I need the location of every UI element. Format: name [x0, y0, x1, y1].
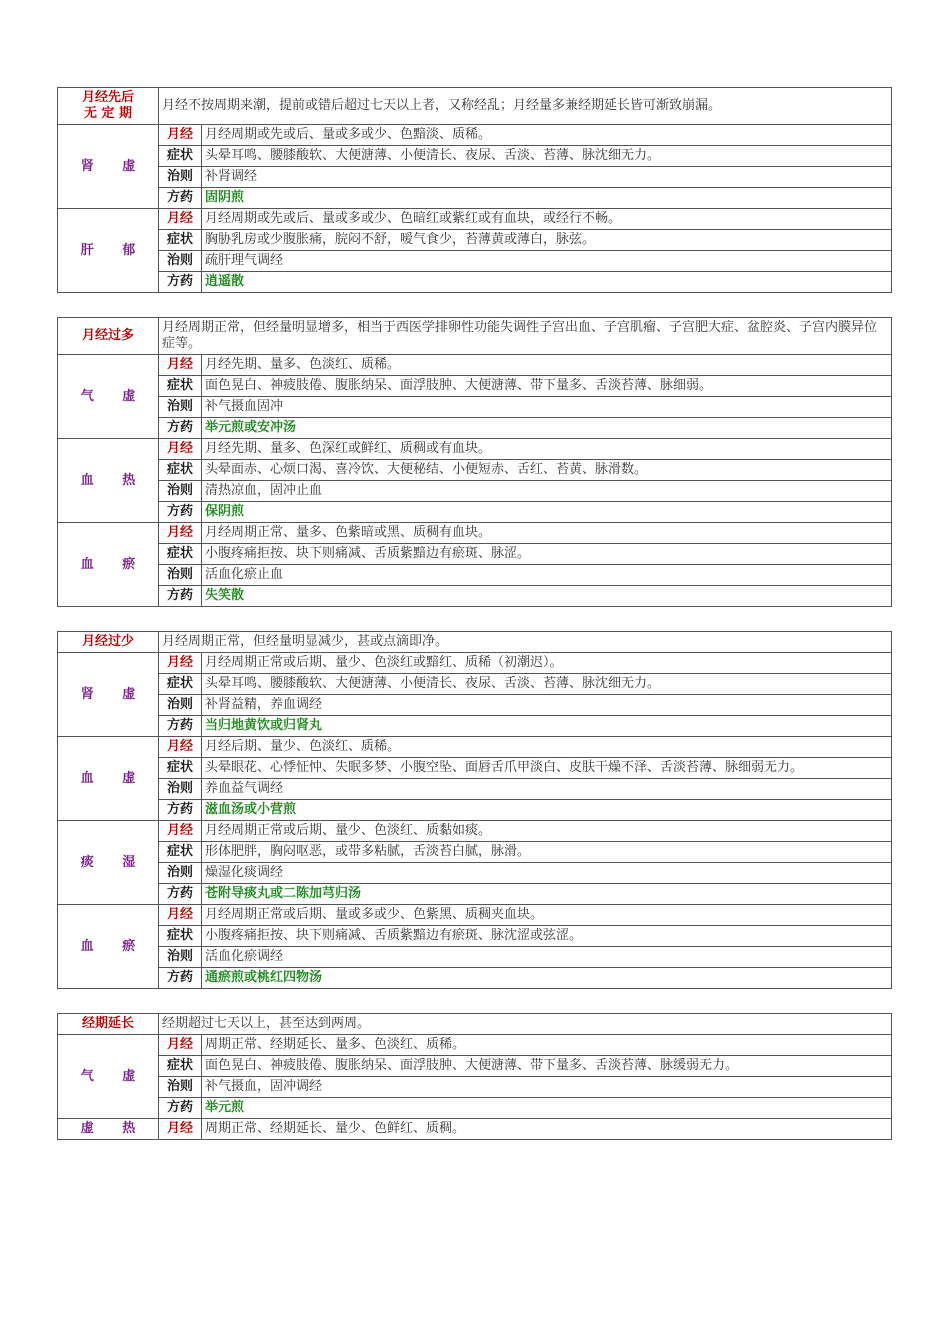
row-label: 月经	[159, 1119, 202, 1140]
row-label: 方药	[159, 272, 202, 293]
table-row	[58, 821, 892, 842]
row-label: 方药	[159, 418, 202, 439]
table-row	[58, 439, 892, 460]
row-label: 月经	[159, 653, 202, 674]
table-row	[58, 272, 892, 293]
row-label: 方药	[159, 502, 202, 523]
row-label: 症状	[159, 1056, 202, 1077]
row-label: 治则	[159, 863, 202, 884]
row-value: 头晕面赤、心烦口渴、喜冷饮、大便秘结、小便短赤、舌红、苔黄、脉滑数。	[202, 460, 892, 481]
section-title: 月经过多	[58, 318, 159, 355]
table-row	[58, 167, 892, 188]
section-title: 月经过少	[58, 632, 159, 653]
row-label: 治则	[159, 397, 202, 418]
prescription-value: 逍遥散	[202, 272, 892, 293]
syndrome-name: 痰 湿	[58, 821, 159, 905]
table-row	[58, 146, 892, 167]
table-row	[58, 125, 892, 146]
prescription-value: 失笑散	[202, 586, 892, 607]
table-row	[58, 418, 892, 439]
row-label: 症状	[159, 544, 202, 565]
prescription-value: 固阴煎	[202, 188, 892, 209]
row-label: 月经	[159, 821, 202, 842]
row-value: 周期正常、经期延长、量少、色鲜红、质稠。	[202, 1119, 892, 1140]
row-label: 月经	[159, 523, 202, 544]
table-row	[58, 376, 892, 397]
row-value: 面色晃白、神疲肢倦、腹胀纳呆、面浮肢肿、大便溏薄、带下量多、舌淡苔薄、脉缓弱无力。	[202, 1056, 892, 1077]
row-label: 症状	[159, 842, 202, 863]
prescription-value: 举元煎或安冲汤	[202, 418, 892, 439]
syndrome-name: 肾 虚	[58, 125, 159, 209]
table-row	[58, 1035, 892, 1056]
table-row	[58, 947, 892, 968]
section-table	[57, 87, 892, 293]
table-row	[58, 1077, 892, 1098]
section-title: 经期延长	[58, 1014, 159, 1035]
row-value: 头晕耳鸣、腰膝酸软、大便溏薄、小便清长、夜尿、舌淡、苔薄、脉沈细无力。	[202, 146, 892, 167]
row-value: 月经周期或先或后、量或多或少、色暗红或紫红或有血块，或经行不畅。	[202, 209, 892, 230]
row-label: 月经	[159, 209, 202, 230]
table-row	[58, 565, 892, 586]
section-description: 经期超过七天以上，甚至达到两周。	[159, 1014, 892, 1035]
row-label: 治则	[159, 1077, 202, 1098]
row-label: 月经	[159, 1035, 202, 1056]
prescription-value: 当归地黄饮或归肾丸	[202, 716, 892, 737]
row-label: 治则	[159, 167, 202, 188]
table-row	[58, 653, 892, 674]
row-value: 头晕耳鸣、腰膝酸软、大便溏薄、小便清长、夜尿、舌淡、苔薄、脉沈细无力。	[202, 674, 892, 695]
section-header-row	[58, 318, 892, 355]
section-table	[57, 317, 892, 607]
prescription-value: 滋血汤或小营煎	[202, 800, 892, 821]
row-value: 头晕眼花、心悸怔忡、失眠多梦、小腹空坠、面唇舌爪甲淡白、皮肤干燥不泽、舌淡苔薄、脉细弱无力。	[202, 758, 892, 779]
row-value: 补气摄血，固冲调经	[202, 1077, 892, 1098]
row-value: 活血化瘀调经	[202, 947, 892, 968]
table-row	[58, 523, 892, 544]
row-value: 形体肥胖，胸闷呕恶，或带多粘腻，舌淡苔白腻，脉滑。	[202, 842, 892, 863]
row-label: 月经	[159, 905, 202, 926]
table-row	[58, 926, 892, 947]
row-label: 月经	[159, 355, 202, 376]
row-label: 治则	[159, 779, 202, 800]
document-page	[57, 87, 891, 1164]
row-label: 治则	[159, 565, 202, 586]
table-row	[58, 716, 892, 737]
table-row	[58, 695, 892, 716]
table-row	[58, 842, 892, 863]
prescription-value: 保阴煎	[202, 502, 892, 523]
row-label: 方药	[159, 716, 202, 737]
row-label: 方药	[159, 800, 202, 821]
row-value: 月经先期、量多、色深红或鲜红、质稠或有血块。	[202, 439, 892, 460]
table-row	[58, 800, 892, 821]
section-description: 月经周期正常，但经量明显增多，相当于西医学排卵性功能失调性子宫出血、子宫肌瘤、子宫肥大症、盆腔炎、子宫内膜异位症等。	[159, 318, 892, 355]
row-value: 月经后期、量少、色淡红、质稀。	[202, 737, 892, 758]
prescription-value: 举元煎	[202, 1098, 892, 1119]
row-value: 月经周期或先或后、量或多或少、色黯淡、质稀。	[202, 125, 892, 146]
row-label: 治则	[159, 481, 202, 502]
syndrome-name: 气 虚	[58, 355, 159, 439]
syndrome-name: 肝 郁	[58, 209, 159, 293]
syndrome-name: 血 热	[58, 439, 159, 523]
row-label: 症状	[159, 758, 202, 779]
row-value: 活血化瘀止血	[202, 565, 892, 586]
row-label: 方药	[159, 968, 202, 989]
prescription-value: 苍附导痰丸或二陈加芎归汤	[202, 884, 892, 905]
row-value: 胸胁乳房或少腹胀痛，脘闷不舒，嗳气食少，苔薄黄或薄白，脉弦。	[202, 230, 892, 251]
row-value: 月经周期正常、量多、色紫暗或黑、质稠有血块。	[202, 523, 892, 544]
table-row	[58, 188, 892, 209]
row-value: 补气摄血固冲	[202, 397, 892, 418]
row-value: 月经周期正常或后期、量少、色淡红、质黏如痰。	[202, 821, 892, 842]
syndrome-name: 肾 虚	[58, 653, 159, 737]
row-value: 面色晃白、神疲肢倦、腹胀纳呆、面浮肢肿、大便溏薄、带下量多、舌淡苔薄、脉细弱。	[202, 376, 892, 397]
table-row	[58, 586, 892, 607]
row-label: 治则	[159, 251, 202, 272]
row-value: 清热凉血，固冲止血	[202, 481, 892, 502]
table-row	[58, 863, 892, 884]
table-row	[58, 230, 892, 251]
row-label: 月经	[159, 737, 202, 758]
table-row	[58, 968, 892, 989]
prescription-value: 通瘀煎或桃红四物汤	[202, 968, 892, 989]
row-label: 方药	[159, 586, 202, 607]
section-description: 月经不按周期来潮，提前或错后超过七天以上者，又称经乱；月经量多兼经期延长皆可渐致崩漏。	[159, 88, 892, 125]
table-row	[58, 460, 892, 481]
table-row	[58, 502, 892, 523]
row-label: 方药	[159, 1098, 202, 1119]
syndrome-name: 血 瘀	[58, 905, 159, 989]
row-value: 周期正常、经期延长、量多、色淡红、质稀。	[202, 1035, 892, 1056]
section-header-row	[58, 632, 892, 653]
row-label: 症状	[159, 674, 202, 695]
row-label: 治则	[159, 947, 202, 968]
table-row	[58, 884, 892, 905]
table-row	[58, 779, 892, 800]
section-description: 月经周期正常，但经量明显减少，甚或点滴即净。	[159, 632, 892, 653]
table-row	[58, 1119, 892, 1140]
row-label: 症状	[159, 926, 202, 947]
syndrome-name: 血 瘀	[58, 523, 159, 607]
table-row	[58, 758, 892, 779]
row-label: 月经	[159, 439, 202, 460]
section-table	[57, 631, 892, 989]
row-label: 方药	[159, 884, 202, 905]
row-label: 治则	[159, 695, 202, 716]
section-header-row	[58, 88, 892, 125]
row-value: 补肾益精，养血调经	[202, 695, 892, 716]
table-row	[58, 251, 892, 272]
row-label: 症状	[159, 230, 202, 251]
table-row	[58, 355, 892, 376]
row-value: 燥湿化痰调经	[202, 863, 892, 884]
row-label: 方药	[159, 188, 202, 209]
row-value: 小腹疼痛拒按、块下则痛减、舌质紫黯边有瘀斑、脉涩。	[202, 544, 892, 565]
section-title: 月经先后 无 定 期	[58, 88, 159, 125]
syndrome-name: 气 虚	[58, 1035, 159, 1119]
row-label: 症状	[159, 146, 202, 167]
row-value: 月经周期正常或后期、量或多或少、色紫黑、质稠夹血块。	[202, 905, 892, 926]
table-row	[58, 905, 892, 926]
row-value: 补肾调经	[202, 167, 892, 188]
section-header-row	[58, 1014, 892, 1035]
syndrome-name: 虚 热	[58, 1119, 159, 1140]
table-row	[58, 397, 892, 418]
table-row	[58, 674, 892, 695]
row-value: 小腹疼痛拒按、块下则痛减、舌质紫黯边有瘀斑、脉沈涩或弦涩。	[202, 926, 892, 947]
section-table	[57, 1013, 892, 1140]
row-label: 症状	[159, 460, 202, 481]
row-label: 症状	[159, 376, 202, 397]
table-row	[58, 1056, 892, 1077]
row-value: 月经先期、量多、色淡红、质稀。	[202, 355, 892, 376]
table-row	[58, 481, 892, 502]
table-row	[58, 544, 892, 565]
syndrome-name: 血 虚	[58, 737, 159, 821]
row-value: 养血益气调经	[202, 779, 892, 800]
row-value: 疏肝理气调经	[202, 251, 892, 272]
table-row	[58, 737, 892, 758]
row-value: 月经周期正常或后期、量少、色淡红或黯红、质稀（初潮迟）。	[202, 653, 892, 674]
table-row	[58, 209, 892, 230]
row-label: 月经	[159, 125, 202, 146]
table-row	[58, 1098, 892, 1119]
